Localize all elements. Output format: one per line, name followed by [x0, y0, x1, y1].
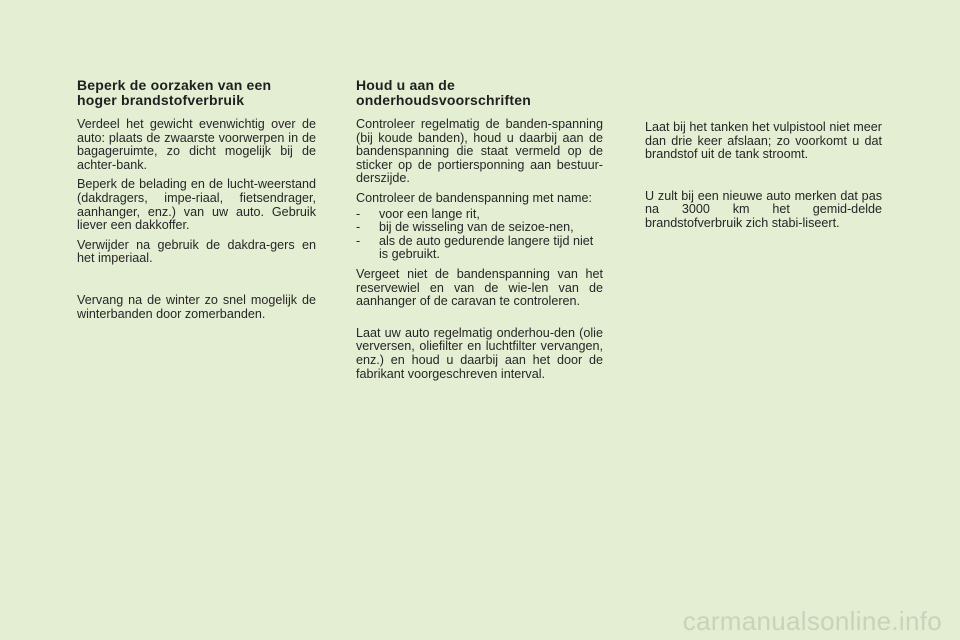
heading-maintenance: [356, 78, 603, 108]
paragraph-spare-wheel: Vergeet niet de bandenspanning van het reservewiel en van de wie-len van de aanhanger of de caravan te controleren.: [356, 266, 603, 309]
heading-line-1: Houd u aan de: [356, 77, 456, 93]
watermark: carmanualsonline.info: [682, 606, 942, 636]
column-refuel: [645, 121, 882, 237]
paragraph-weight: Verdeel het gewicht evenwichtig over de auto: plaats de zwaarste voorwerpen in de bagageruimte, zo dicht mogelijk bij de achter-bank.: [77, 117, 316, 172]
heading-line-1: Beperk de oorzaken van een: [77, 77, 272, 93]
paragraph-new-car: U zult bij een nieuwe auto merken dat pas na 3000 km het gemid-delde brandstofverbruik zich stabi-liseert.: [645, 188, 882, 230]
heading-line-2: hoger brandstofverbruik: [77, 92, 245, 108]
dash-marker: -: [356, 233, 361, 248]
dash-marker: -: [356, 220, 361, 235]
dash-marker: -: [356, 206, 361, 221]
dash-list: [356, 208, 603, 262]
column-fuel-consumption: [77, 78, 316, 327]
heading-fuel-consumption: [77, 78, 316, 108]
paragraph-refuel: Laat bij het tanken het vulpistool niet meer dan drie keer afslaan; zo voorkomt u dat brandstof uit de tank stroomt.: [645, 120, 882, 162]
paragraph-tyre-pressure: Controleer regelmatig de banden-spanning (bij koude banden), houd u daarbij aan de bandenspanning die staat vermeld op de sticker op de portiersponning aan bestuur-derszijde.: [356, 117, 603, 186]
list-item-text: bij de wisseling van de seizoe-nen,: [379, 220, 574, 235]
paragraph-load: Beperk de belading en de lucht-weerstand (dakdragers, impe-riaal, fietsendrager, aanhanger, enz.) van uw auto. Gebruik liever een dakkoffer.: [77, 177, 316, 233]
paragraph-service-interval: Laat uw auto regelmatig onderhou-den (olie verversen, oliefilter en luchtfilter vervangen, enz.) en houd u daarbij aan het door de fabrikant voorgeschreven interval.: [356, 325, 603, 381]
list-item: [356, 221, 603, 235]
column-maintenance: [356, 78, 603, 387]
paragraph-roof-rack: Verwijder na gebruik de dakdra-gers en het imperiaal.: [77, 237, 316, 266]
list-item: [356, 208, 603, 222]
list-item: [356, 235, 603, 262]
list-item-text: als de auto gedurende langere tijd niet is gebruikt.: [379, 233, 594, 262]
heading-line-2: onderhoudsvoorschriften: [356, 92, 531, 108]
paragraph-check-pressure: Controleer de bandenspanning met name:: [356, 190, 592, 205]
paragraph-winter-tyres: Vervang na de winter zo snel mogelijk de winterbanden door zomerbanden.: [77, 292, 316, 321]
list-item-text: voor een lange rit,: [379, 206, 480, 221]
